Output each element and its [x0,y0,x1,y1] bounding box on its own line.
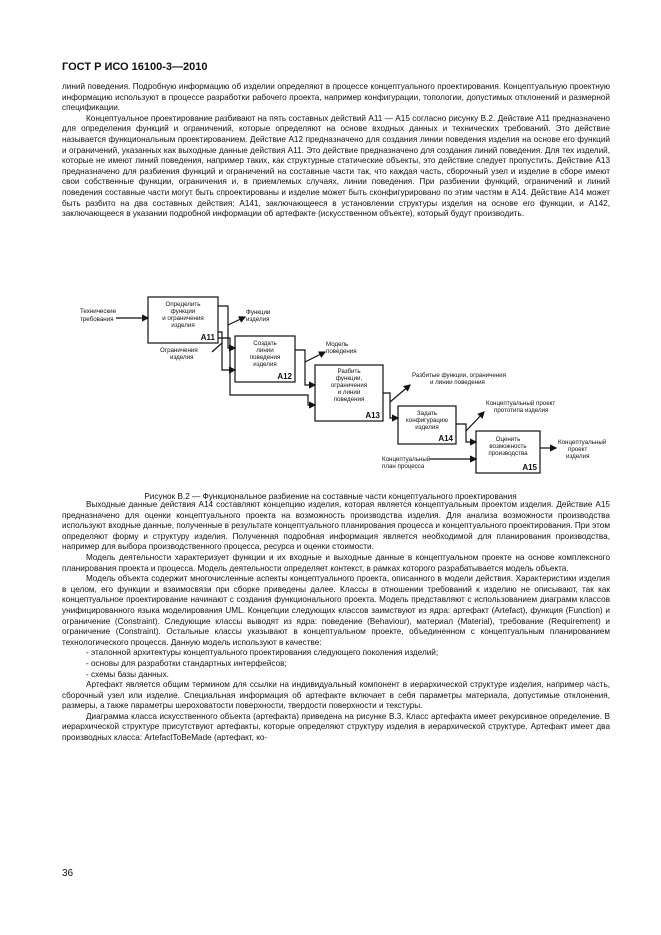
box-a14-id: A14 [438,434,453,443]
list-item: - эталонной архитектуры концептуального проектирования следующего поколения изделий; [86,648,439,658]
arrow-a14-a15 [456,424,476,442]
box-a13-label: Разбить функции, ограничения и линии поведения [330,368,368,403]
arrow-a12-a13 [295,350,315,385]
document-header: ГОСТ Р ИСО 16100-3—2010 [62,61,208,73]
paragraph: линий поведения. Подробную информацию об изделии определяют в процессе концептуального проектирования. Концептуальную проектную информацию используют в процессе разработки рабочего проекта, например конфигурации, топологии, допустимых отклонений и размерной спецификации. [62,82,610,113]
box-a14-label: Задать конфигурацию изделия [406,410,448,431]
arrow-prototype-label [466,412,484,431]
text-block-bottom [62,500,610,744]
box-a15 [476,431,540,473]
paragraph: Модель деятельности характеризует функции и их входные и выходные данные в концептуальном проекте на основе комплексного планирования проекта и процесса. Модель деятельности определяет контекст, в рамках которого разрабатывается модель объекта. [62,552,610,573]
arrow-functions-label [228,317,245,325]
box-a14 [398,406,456,444]
box-a15-label: Оценить возможность производства [488,436,528,457]
text-block-top [62,82,610,220]
box-a12 [235,336,295,382]
label-split: Разбитые функции, ограничения и линии поведения [412,372,506,386]
label-tech-req: Технические требования [80,308,117,323]
box-a11-id: A11 [200,333,215,342]
box-a12-label: Создать линии поведения изделия [249,340,281,368]
page-number: 36 [62,868,74,879]
paragraph: Диаграмма класса искусственного объекта (артефакта) приведена на рисунке В.3. Класс артефакта имеет рекурсивное определение. В иерархической структуре присутствуют артефакты, которые определяют структуру изделия в иерархической структуре. Артефакт имеет два производных класса: ArtefactToBeMade (артефакт, ко- [62,711,610,743]
label-product-funcs: Функции изделия [246,309,271,323]
arrow-constraints-label [212,343,222,352]
paragraph: Выходные данные действия А14 составляют концепцию изделия, которая является концептуальным проектом изделия. Действие А15 предназначено для оценки концептуального проекта на возможность производства изделия. Для анализа возможности производства используют входные данные, полученные в результате концептуального планирования процесса и концептуального проектирования. При этом определяют форму и структуру изделия. Полученная подробная информация является необходимой для планирования производства, например для выбора производственного процесса, ресурса и оценки стоимости. [62,500,610,552]
figure-caption: Рисунок В.2 — Функциональное разбиение на составные части концептуального проектирования [144,492,517,501]
arrow-a13-a14 [383,393,398,418]
label-prototype: Концептуальный проект прототипа изделия [486,400,556,414]
arrow-a11-a13 [218,338,315,405]
arrow-functions [218,306,235,348]
list-item: - основы для разработки стандартных интерфейсов; [86,658,287,668]
label-product-constraints: Ограничения изделия [160,347,198,361]
paragraph: Концептуальное проектирование разбивают на пять составных действий А11 — А15 согласно рисунку В.2. Действие А11 предназначено для определения функций и ограничений, которые определяют на основе входных данных и технических требований. Это действие называется функциональным проектированием. Действие А12 предназначено для создания линии поведения изделия на основе его функций и ограничений, указанных как выходные данные действия А11. Это действие предназначено для создания линий поведения. Для тех изделий, которые не имеют линий поведения, например таких, как структурные статические объекты, это действие следует пропустить. Действие А13 предназначено для разбиения функций и ограничений на составные части так, что каждая часть, сборочный узел и изделие в сборе имеют свои собственные функции, ограничения и, в приемлемых случаях, линии поведения. При разбиении функций, ограничений и линий поведения составные части могут быть спроектированы и изделие может быть сконфигурировано по этим частям в А14. Действие А14 может быть разбито на два составных действия: А141, заключающееся в установлении структуры изделия на основе его функции, и А142, заключающееся в указании подробной информации об артефакте (искусственном объекте), который будут производить. [62,113,610,219]
box-a11-label: Определить функции и ограничения изделия [162,301,204,329]
box-a15-id: A15 [522,463,537,472]
arrow-constraints [218,332,235,370]
arrow-behavior-label [305,352,325,362]
label-behavior-model: Модель поведения [326,341,357,355]
box-a11 [148,297,218,343]
box-a13 [315,365,383,421]
box-a13-id: A13 [365,411,380,420]
label-output: Концептуальный проект изделия [558,439,607,460]
arrow-split-label [390,385,410,402]
label-process-plan: Концептуальный план процесса [382,456,431,470]
paragraph: Модель объекта содержит многочисленные аспекты концептуального проекта, описанного в модели действия. Характеристики изделия в целом, его функции и взаимосвязи при сборке приведены далее. Классы в отношении требований к изделию не описывают, так как концептуальное проектирование начинают с создания функционального проекта. Модель представляют с использованием диаграмм классов унифицированного языка моделирования UML. Концепции следующих классов заимствуют из ядра: артефакт (Artefact), функция (Function) и ограничение (Constraint). Следующие классы выводят из ядра: поведение (Behaviour), материал (Material), требование (Requirement) и ограничение (Constraint). Остальные классы указывают в концептуальном проекте, объединенном с концептуальным планированием технологического процесса. Данную модель используют в качестве: [62,574,610,647]
paragraph: Артефакт является общим термином для ссылки на индивидуальный компонент в иерархической структуре изделия, например часть, сборочный узел или изделие. Специальная информация об артефакте включает в себя параметры материала, допустимые отклонения, размеры, а также параметры шероховатости поверхности, твердости поверхности и текстуры. [62,680,610,711]
box-a12-id: A12 [277,372,292,381]
list-item: - схемы базы данных. [86,669,169,679]
